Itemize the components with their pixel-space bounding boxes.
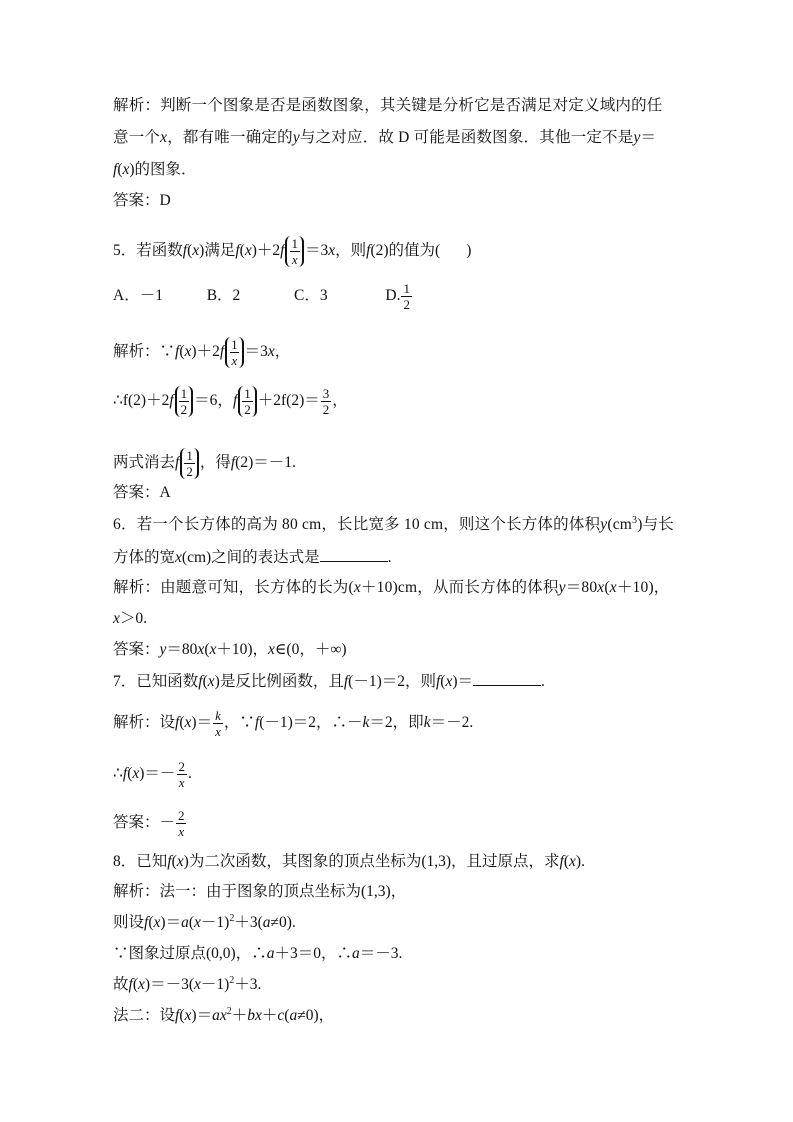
q5-analysis-1: 解析：∵f(x)＋2f $\frac{1}{x}$ ＝3x， <box>113 337 291 368</box>
q6-answer: 答案：y＝80x(x＋10)，x∈(0，＋∞) <box>113 641 347 658</box>
q5-analysis-3: 两式消去f $\frac{1}{2}$ ，得f(2)＝－1. <box>113 448 296 479</box>
q7-answer: 答案：－ $\frac{2}{x}$ <box>113 808 185 839</box>
q8-analysis-5: 法二：设$f(x)=ax^2+bx+c(a\ne 0)$， <box>113 1006 335 1024</box>
q7-analysis-1: 解析：设f(x)＝ $\frac{k}{x}$ ，∵f(－1)＝2，∴－k＝2，即k＝－2. <box>113 708 474 739</box>
q5-option-b: B．2 <box>206 287 241 305</box>
q5-option-a: A．－1 <box>113 287 163 305</box>
q5-stem: 5．若函数f(x)满足f(x)＋2f $\frac{1}{x}$ ＝3x，则f(2)的值为( ) <box>113 236 472 267</box>
q7-answer-blank[interactable] <box>473 671 541 686</box>
q8-analysis-1: 解析：法一：由于图象的顶点坐标为(1,3)， <box>113 883 407 900</box>
q6-analysis-1: 解析：由题意可知，长方体的长为(x＋10)cm，从而长方体的体积y＝80x(x＋10)， <box>113 579 670 596</box>
prev-analysis-line-1: 解析：判断一个图象是否是函数图象，其关键是分析它是否满足对定义域内的任 <box>113 97 663 114</box>
prev-answer: 答案：D <box>113 192 171 209</box>
q5-answer: 答案：A <box>113 484 171 501</box>
q8-analysis-3: ∵图象过原点(0,0)，∴a＋3＝0，∴a＝－3. <box>113 945 403 962</box>
q6-analysis-2: x＞0. <box>113 610 148 627</box>
prev-analysis-line-2: 意一个x，都有唯一确定的y与之对应．故 D 可能是函数图象．其他一定不是y＝ <box>113 129 657 146</box>
q5-option-c: C．3 <box>294 287 328 305</box>
q5-options <box>113 281 413 312</box>
q6-stem-1: 6．若一个长方体的高为 80 cm，长比宽多 10 cm，则这个长方体的体积$y(cm^3)$与长 <box>113 515 674 533</box>
q5-bracket-frac: $\frac{1}{x}$ <box>285 236 304 267</box>
prev-analysis-line-3: f(x)的图象． <box>113 161 197 178</box>
q5-analysis-2: ∴f(2)＋2f $\frac{1}{2}$ ＝6，f $\frac{1}{2}$ ＋2f(2)＝ $\frac{3}{2}$ ， <box>113 386 348 417</box>
q7-analysis-2: ∴f(x)＝－ $\frac{2}{x}$ . <box>113 759 192 790</box>
q7-stem: 7．已知函数f(x)是反比例函数，且f(－1)＝2，则f(x)＝ . <box>113 673 545 690</box>
q8-stem: 8．已知f(x)为二次函数，其图象的顶点坐标为(1,3)，且过原点，求f(x). <box>113 853 585 870</box>
q5-option-d: D. $\frac{1}{2}$ <box>385 281 410 312</box>
q6-stem-2: 方体的宽x(cm)之间的表达式是 . <box>113 549 392 566</box>
q8-analysis-2: 则设$f(x)=a(x-1)^2+3(a\ne 0)$. <box>113 913 296 931</box>
q6-answer-blank[interactable] <box>320 547 388 562</box>
q8-analysis-4: 故$f(x)=-3(x-1)^2+3$. <box>113 975 262 993</box>
